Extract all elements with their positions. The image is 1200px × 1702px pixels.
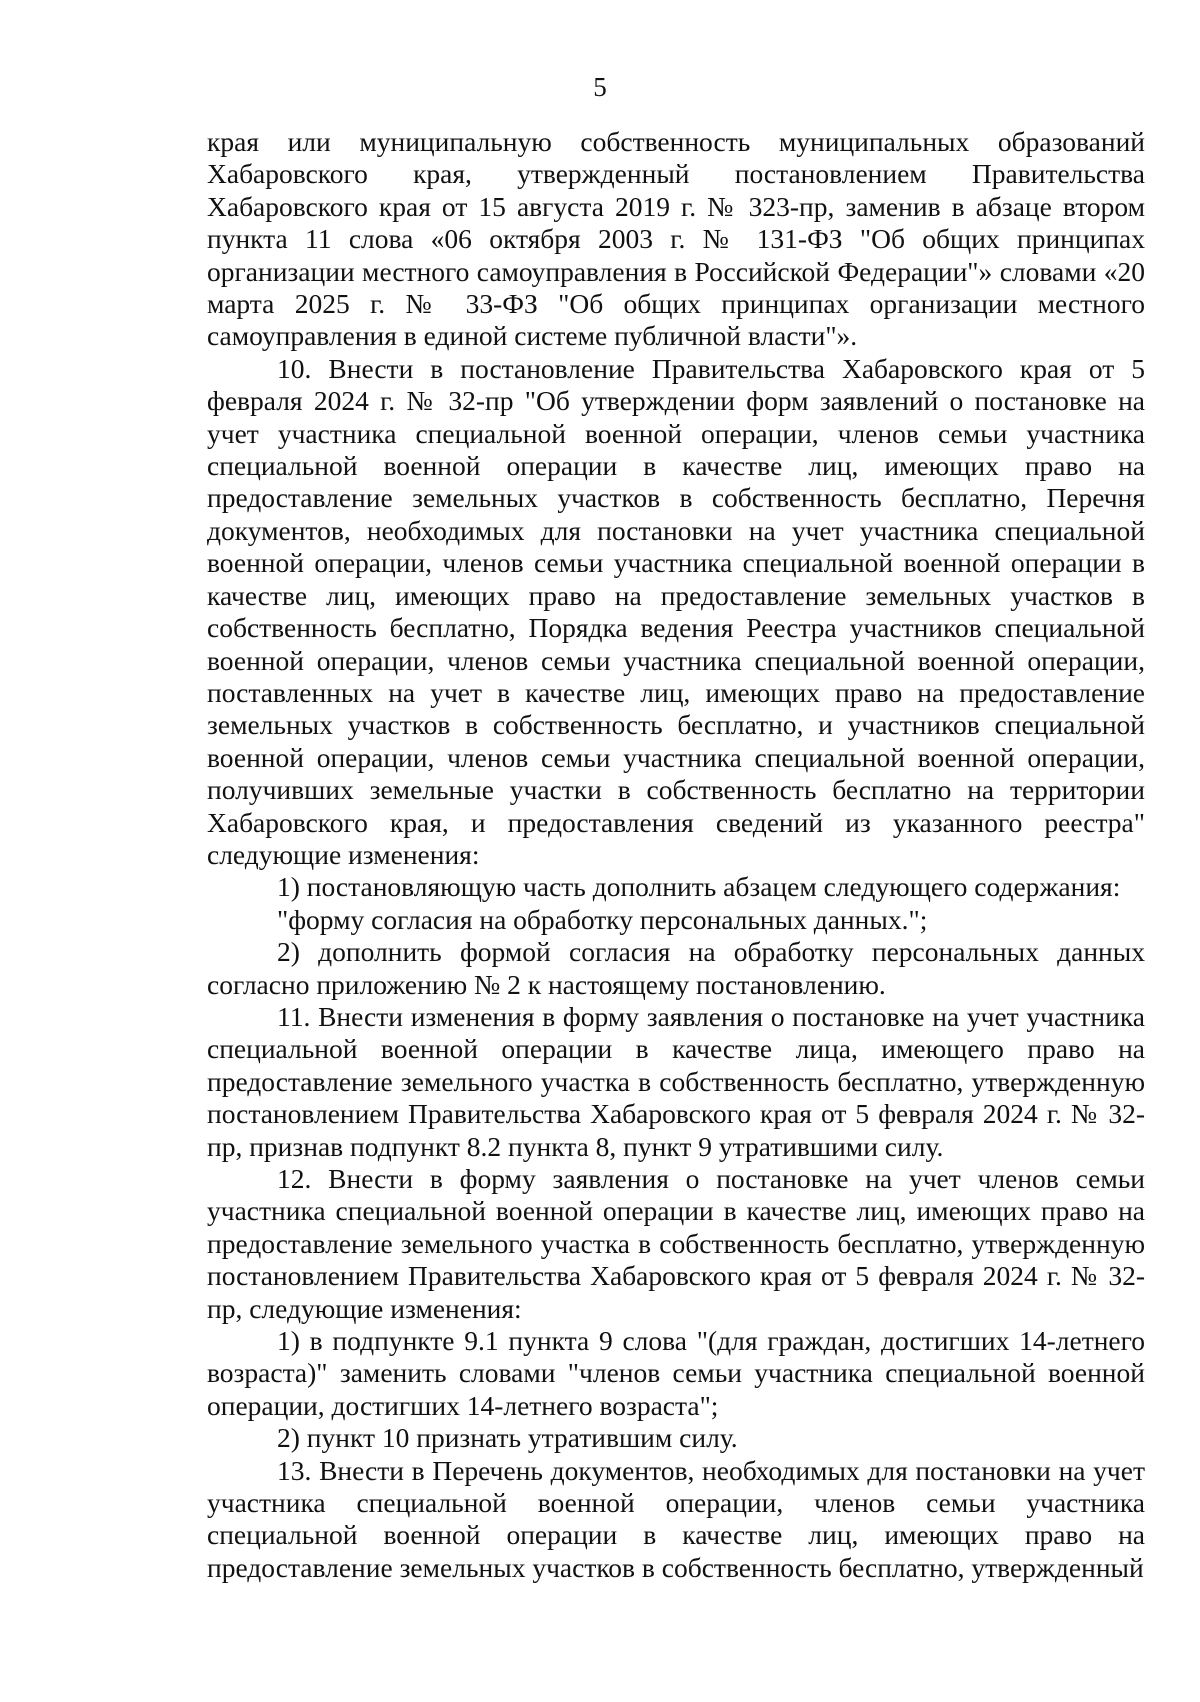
paragraph-item-10: 10. Внести в постановление Правительства Хабаровского края от 5 февраля 2024 г. № 32-пр "Об утверждении форм заявлений о постановке на учет участника специальной военной операции, членов семьи участника специальной военной операции в качестве лиц, имеющих право на предоставление земельных участков в собственность бесплатно, Перечня документов, необходимых для постановки на учет участника специальной военной операции, членов семьи участника специальной военной операции в качестве лиц, имеющих право на предоставление земельных участков в собственность бесплатно, Порядка ведения Реестра участников специальной военной операции, членов семьи участника специальной военной операции, поставленных на учет в качестве лиц, имеющих право на предоставление земельных участков в собственность бесплатно, и участников специальной военной операции, членов семьи участника специальной военной операции, получивших земельные участки в собственность бесплатно на территории Хабаровского края, и предоставления сведений из указанного реестра" следующие изменения: — [207, 352, 1145, 870]
page-number: 5 — [593, 72, 607, 102]
paragraph-item-10-sub-2: 2) дополнить формой согласия на обработку персональных данных согласно приложению № 2 к настоящему постановлению. — [207, 936, 1145, 1000]
paragraph-item-11: 11. Внести изменения в форму заявления о постановке на учет участника специальной военной операции в качестве лица, имеющего право на предоставление земельного участка в собственность бесплатно, утвержденную постановлением Правительства Хабаровского края от 5 февраля 2024 г. № 32-пр, признав подпункт 8.2 пункта 8, пункт 9 утратившими силу. — [207, 1000, 1145, 1162]
paragraph-continuation: края или муниципальную собственность муниципальных образований Хабаровского края, утвержденный постановлением Правительства Хабаровского края от 15 августа 2019 г. № 323-пр, заменив в абзаце втором пункта 11 слова «06 октября 2003 г. № 131-ФЗ "Об общих принципах организации местного самоуправления в Российской Федерации"» словами «20 марта 2025 г. № 33-ФЗ "Об общих принципах организации местного самоуправления в единой системе публичной власти"». — [207, 126, 1145, 352]
paragraph-item-10-sub-1-quote: "форму согласия на обработку персональных данных."; — [277, 903, 928, 935]
paragraph-item-10-sub-1: 1) постановляющую часть дополнить абзацем следующего содержания: — [277, 871, 1121, 903]
paragraph-item-13: 13. Внести в Перечень документов, необходимых для постановки на учет участника специальной военной операции, членов семьи участника специальной военной операции в качестве лиц, имеющих право на предоставление земельных участков в собственность бесплатно, утвержденный — [207, 1454, 1145, 1583]
paragraph-item-12: 12. Внести в форму заявления о постановке на учет членов семьи участника специальной военной операции в качестве лиц, имеющих право на предоставление земельного участка в собственность бесплатно, утвержденную постановлением Правительства Хабаровского края от 5 февраля 2024 г. № 32-пр, следующие изменения: — [207, 1163, 1145, 1324]
document-body — [207, 126, 1145, 1584]
paragraph-item-12-sub-2: 2) пункт 10 признать утратившим силу. — [277, 1422, 738, 1454]
paragraph-item-12-sub-1: 1) в подпункте 9.1 пункта 9 слова "(для граждан, достигших 14-летнего возраста)" заменить словами "членов семьи участника специальной военной операции, достигших 14-летнего возраста"; — [207, 1325, 1145, 1421]
